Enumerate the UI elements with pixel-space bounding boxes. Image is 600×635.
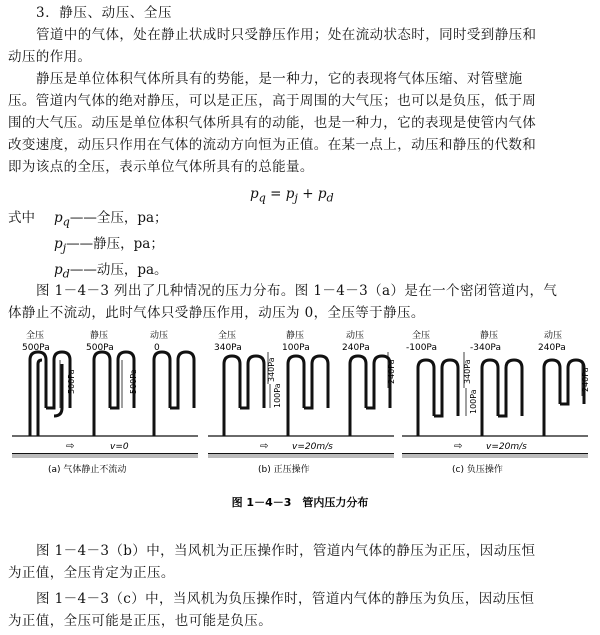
panel-b-dim-1: 340Pa [267,357,276,382]
panel-b-label-1-name: 全压 [218,331,237,341]
flow-arrow-icon: ⇨ [260,441,269,452]
panel-b-caption: (b) 正压操作 [258,465,310,475]
para2-line5: 即为该点的全压，表示单位气体所具有的总能量。 [8,159,314,175]
panel-b-dim-2: 100Pa [273,383,282,408]
panel-a-velocity: v=0 [110,442,129,452]
def-text: 全压，pa； [96,210,168,226]
duct-hatching [208,454,394,458]
def-dash: —— [69,210,97,226]
u-tube-manometer [418,360,458,436]
panel-c-dim-2: 100Pa [469,389,478,414]
panel-a-label-3-name: 动压 [150,331,169,341]
para2-line1: 静压是单位体积气体所具有的势能，是一种力，它的表现将气体压缩、对管壁施 [36,71,523,87]
u-tube-manometer [350,356,390,436]
definition-row [54,206,168,229]
u-tube-manometer [30,352,70,436]
panel-c [402,329,590,475]
formula-term1-sub: j [294,191,298,205]
formula-term2: p [317,186,327,202]
def-symbol-sub: j [62,241,67,255]
panel-c-dim-3: 240Pa [581,367,590,392]
section-heading: 3．静压、动压、全压 [36,5,173,21]
panel-b-velocity: v=20m/s [292,442,333,452]
panel-c-label-2-name: 静压 [480,331,499,341]
formula-plus: + [302,186,314,202]
u-tube-manometer [94,352,134,436]
panel-c-label-3-value: 240Pa [538,343,566,353]
panel-c-dim-1: 340Pa [463,359,472,384]
def-symbol: p [54,262,63,278]
panel-b-dim-3: 240Pa [387,359,396,384]
definition-row [54,258,168,281]
u-tube-manometer [288,356,328,436]
panel-a-label-1-name: 全压 [26,331,45,341]
def-symbol-sub: q [62,215,70,229]
para5-line1: 图 1－4－3（c）中，当风机为负压操作时，管道内气体的静压为负压，因动压恒 [36,591,535,607]
def-dash: —— [69,262,97,278]
flow-arrow-icon: ⇨ [454,441,463,452]
panel-c-label-3-name: 动压 [544,331,563,341]
panel-c-label-1-value: -100Pa [406,343,437,353]
panel-c-label-1-name: 全压 [412,331,431,341]
panel-a-dim-1: 500Pa [67,369,76,394]
pressure-distribution-figure [8,324,592,524]
panel-c-label-2-value: -340Pa [470,343,501,353]
formula-term1: p [285,186,295,202]
formula-lhs: p [250,186,259,202]
para4-line1: 图 1－4－3（b）中，当风机为正压操作时，管道内气体的静压为正压，因动压恒 [36,543,536,559]
para5-line2: 为正值，全压可能是正压，也可能是负压。 [8,613,273,629]
panel-a-caption: (a) 气体静止不流动 [48,465,127,475]
def-symbol: p [54,236,63,252]
panel-a-label-1-value: 500Pa [22,343,50,353]
para2-line3: 围的大气压。动压是单位体积气体所具有的动能，也是一种力，它的表现是使管内气体 [8,115,537,131]
panel-b-label-1-value: 340Pa [214,343,242,353]
panel-b-label-3-value: 240Pa [342,343,370,353]
panel-a-label-2-name: 静压 [90,331,109,341]
def-symbol-sub: d [62,267,70,281]
panel-c-velocity: v=20m/s [486,442,527,452]
panel-a-dim-2: 500Pa [129,369,138,394]
def-symbol: p [54,210,63,226]
flow-arrow-icon: ⇨ [66,441,75,452]
formula-term2-sub: d [326,191,334,205]
duct-hatching [402,454,588,458]
def-text: 静压，pa； [93,236,164,252]
para4-line2: 为正值，全压肯定为正压。 [8,565,175,581]
def-dash: —— [66,236,94,252]
figure-caption: 图 1－4－3 管内压力分布 [231,496,369,509]
panel-b-label-2-name: 静压 [286,331,305,341]
panel-a [12,329,198,475]
para1-line1: 管道中的气体，处在静止状成时只受静压作用；处在流动状态时，同时受到静压和 [36,27,537,43]
formula-lhs-sub: q [258,191,266,205]
para3-line2: 体静止不流动，此时气体只受静压作用，动压为 0，全压等于静压。 [8,305,425,321]
para2-line4: 改变速度，动压只作用在气体的流动方向恒为正值。在某一点上，动压和静压的代数和 [8,137,537,153]
def-text: 动压，pa。 [96,262,168,278]
formula-equals: = [270,186,282,202]
u-tube-manometer [224,356,264,436]
u-tube-manometer [482,360,522,436]
panel-a-label-2-value: 500Pa [86,343,114,353]
where-label: 式中 [8,210,35,226]
u-tube-manometer [154,352,194,436]
panel-a-label-3-value: 0 [154,343,160,353]
panel-b [208,329,396,475]
panel-b-label-3-name: 动压 [346,331,365,341]
u-tube-manometer [544,360,584,436]
total-pressure-formula [250,186,334,205]
definition-row [54,232,164,255]
para3-line1: 图 1－4－3 列出了几种情况的压力分布。图 1－4－3（a）是在一个密闭管道内，气 [36,283,558,299]
para1-line2: 动压的作用。 [8,49,92,65]
duct-hatching [12,454,198,458]
para2-line2: 压。管道内气体的绝对静压，可以是正压，高于周围的大气压；也可以是负压，低于周 [8,93,537,109]
panel-b-label-2-value: 100Pa [282,343,310,353]
panel-c-caption: (c) 负压操作 [452,465,503,475]
